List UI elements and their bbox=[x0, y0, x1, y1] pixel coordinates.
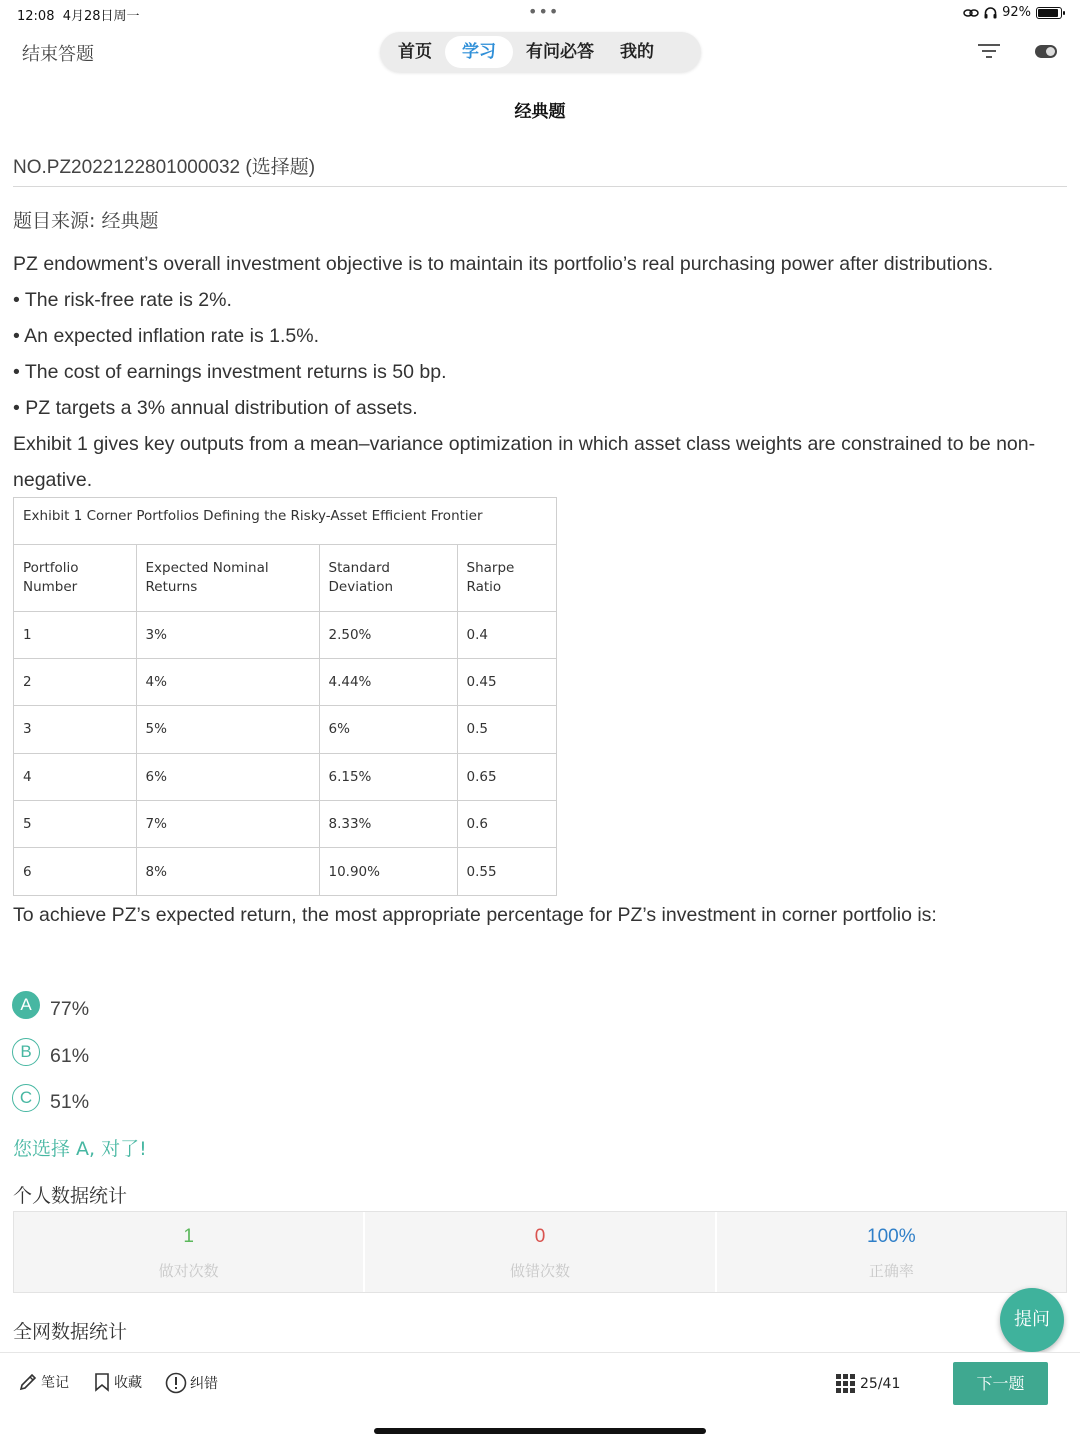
option-letter: A bbox=[12, 991, 40, 1019]
tab-3[interactable]: 我的 bbox=[620, 42, 654, 62]
table-cell: 3% bbox=[136, 611, 319, 658]
stat-wrong bbox=[365, 1212, 716, 1292]
table-cell: 0.6 bbox=[457, 801, 556, 848]
home-indicator bbox=[374, 1428, 706, 1434]
table-cell: 8% bbox=[136, 848, 319, 895]
progress-label: 25/41 bbox=[860, 1375, 901, 1392]
divider bbox=[13, 186, 1067, 187]
table-cell: 0.45 bbox=[457, 658, 556, 705]
stem-line: • PZ targets a 3% annual distribution of assets. bbox=[13, 397, 418, 419]
grid-icon bbox=[836, 1374, 855, 1393]
table-cell: 0.4 bbox=[457, 611, 556, 658]
table-row bbox=[14, 753, 556, 800]
option-b[interactable] bbox=[12, 1035, 89, 1068]
option-a[interactable] bbox=[12, 988, 89, 1021]
header-cell: Expected Nominal Returns bbox=[136, 545, 319, 611]
table-row bbox=[14, 706, 556, 753]
table-cell: 0.65 bbox=[457, 753, 556, 800]
table-cell: 0.55 bbox=[466, 863, 497, 880]
table-cell: 5% bbox=[136, 706, 319, 753]
stem-line: • The risk-free rate is 2%. bbox=[13, 289, 232, 311]
exhibit-table bbox=[13, 497, 557, 896]
more-dots-icon[interactable]: ••• bbox=[528, 2, 560, 21]
stat-value: 100% bbox=[867, 1226, 916, 1247]
tab-1[interactable]: 学习 bbox=[445, 36, 513, 68]
stem-line: PZ endowment’s overall investment objective is to maintain its portfolio’s real purchasing power after distributions. bbox=[13, 253, 994, 275]
option-text: 77% bbox=[50, 998, 90, 1020]
table-cell: 4% bbox=[136, 658, 319, 705]
table-cell: 10.90% bbox=[319, 848, 457, 895]
stat-label: 做对次数 bbox=[158, 1262, 219, 1280]
stat-label: 正确率 bbox=[868, 1262, 914, 1280]
status-bar bbox=[0, 0, 1080, 26]
global-stats-title: 全网数据统计 bbox=[13, 1321, 128, 1343]
table-row bbox=[14, 658, 556, 705]
stat-label: 做错次数 bbox=[509, 1262, 570, 1280]
table-cell: 8.33% bbox=[319, 801, 457, 848]
personal-stats-title: 个人数据统计 bbox=[13, 1185, 128, 1207]
table-cell: 6% bbox=[319, 706, 457, 753]
option-text: 51% bbox=[50, 1091, 90, 1113]
table-cell: 3 bbox=[14, 706, 136, 753]
header-cell: Portfolio Number bbox=[14, 545, 136, 611]
toggle-switch[interactable] bbox=[1035, 45, 1057, 58]
filter-icon[interactable] bbox=[978, 42, 1000, 60]
table-row bbox=[14, 848, 556, 895]
end-quiz-button[interactable]: 结束答题 bbox=[22, 44, 94, 65]
report-label: 纠错 bbox=[190, 1376, 218, 1392]
table-cell: 7% bbox=[136, 801, 319, 848]
exhibit-caption: Exhibit 1 Corner Portfolios Defining the Risky-Asset Efficient Frontier bbox=[14, 498, 556, 545]
stem-line: Exhibit 1 gives key outputs from a mean–variance optimization in which asset class weights are constrained to be non-negative. bbox=[13, 433, 1036, 491]
table-cell: 6 bbox=[14, 848, 136, 895]
stem-line: • The cost of earnings investment returns is 50 bp. bbox=[13, 361, 447, 383]
battery-icon bbox=[1036, 7, 1062, 19]
favorite-label: 收藏 bbox=[114, 1375, 142, 1391]
favorite-button[interactable] bbox=[93, 1372, 142, 1392]
status-right bbox=[963, 5, 1062, 20]
pencil-icon bbox=[18, 1372, 38, 1392]
table-cell: 0.5 bbox=[457, 706, 556, 753]
report-error-button[interactable] bbox=[165, 1372, 218, 1394]
ask-question-button[interactable]: 提问 bbox=[1000, 1288, 1064, 1352]
stat-correct bbox=[14, 1212, 365, 1292]
stat-value: 0 bbox=[534, 1226, 546, 1247]
bottom-toolbar bbox=[0, 1352, 1080, 1441]
question-prompt: To achieve PZ’s expected return, the most appropriate percentage for PZ’s investment in corner portfolio is: bbox=[13, 904, 937, 926]
status-time: 12:08 4月28日周一 bbox=[17, 9, 140, 24]
tab-0[interactable]: 首页 bbox=[398, 42, 432, 62]
question-grid-button[interactable] bbox=[836, 1374, 900, 1393]
page-title: 经典题 bbox=[514, 102, 566, 122]
table-header-row bbox=[14, 545, 556, 611]
bookmark-icon bbox=[93, 1372, 111, 1392]
table-cell: 6.15% bbox=[319, 753, 457, 800]
stat-accuracy bbox=[717, 1212, 1066, 1292]
tab-2[interactable]: 有问必答 bbox=[526, 42, 594, 62]
note-button[interactable] bbox=[18, 1372, 69, 1392]
answer-result: 您选择 A, 对了! bbox=[13, 1138, 147, 1160]
table-cell: 5 bbox=[14, 801, 136, 848]
option-text: 61% bbox=[50, 1045, 90, 1067]
table-cell: 4 bbox=[14, 753, 136, 800]
stat-value: 1 bbox=[183, 1226, 194, 1247]
alert-circle-icon bbox=[165, 1372, 187, 1394]
table-row bbox=[14, 611, 556, 658]
option-c[interactable] bbox=[12, 1081, 89, 1114]
question-stem bbox=[13, 246, 1063, 498]
question-source: 题目来源: 经典题 bbox=[13, 210, 159, 232]
table-cell: 6% bbox=[136, 753, 319, 800]
headphones-icon bbox=[984, 7, 997, 19]
stem-line: • An expected inflation rate is 1.5%. bbox=[13, 325, 320, 347]
question-number: NO.PZ2022122801000032 (选择题) bbox=[13, 157, 316, 178]
table-cell: 4.44% bbox=[319, 658, 457, 705]
personal-stats bbox=[13, 1211, 1067, 1293]
option-letter: B bbox=[12, 1038, 40, 1066]
header-cell: Sharpe Ratio bbox=[457, 545, 556, 611]
main-nav bbox=[380, 32, 701, 72]
option-letter: C bbox=[12, 1084, 40, 1112]
note-label: 笔记 bbox=[41, 1375, 69, 1391]
table-cell: 1 bbox=[14, 611, 136, 658]
table-row bbox=[14, 801, 556, 848]
header-cell: Standard Deviation bbox=[319, 545, 457, 611]
link-icon bbox=[963, 7, 979, 19]
table-cell: 2.50% bbox=[319, 611, 457, 658]
next-question-button[interactable]: 下一题 bbox=[953, 1362, 1048, 1405]
battery-percent: 92% bbox=[1002, 5, 1031, 20]
table-cell: 2 bbox=[14, 658, 136, 705]
